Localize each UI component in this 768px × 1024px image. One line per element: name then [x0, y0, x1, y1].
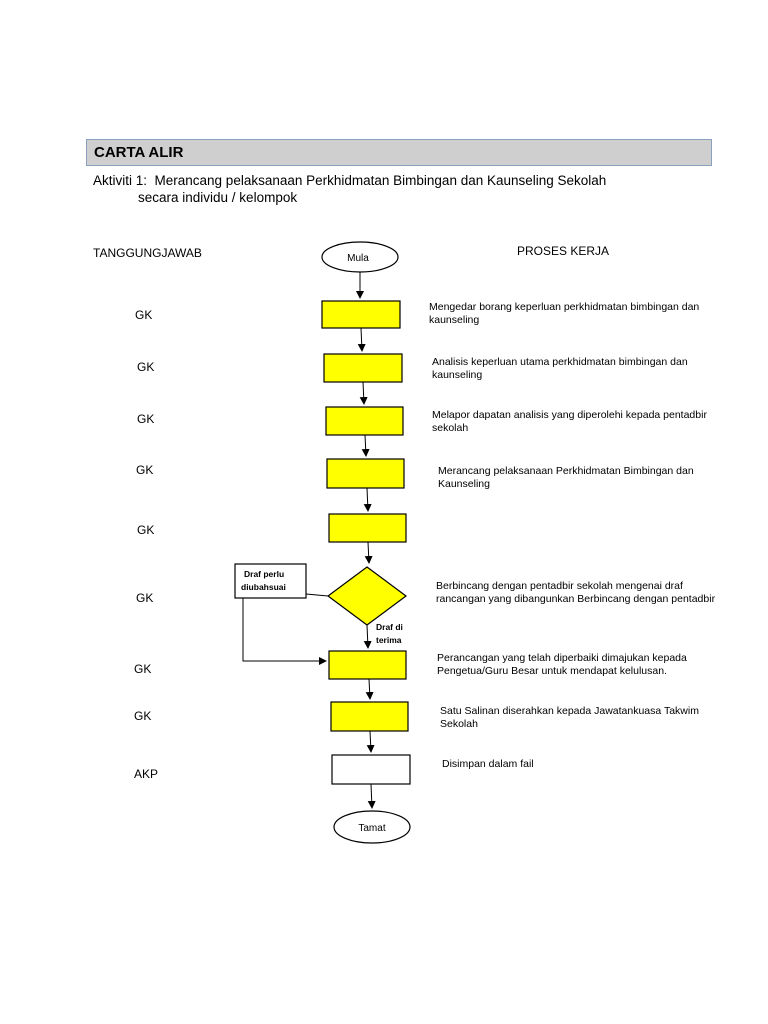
- connector-arrow: [363, 382, 364, 404]
- connector-arrow: [367, 488, 368, 511]
- process-box-7: [331, 702, 408, 731]
- column-header-process: PROSES KERJA: [517, 244, 610, 258]
- connector-arrow: [371, 784, 372, 808]
- decision-diamond: [328, 567, 406, 625]
- process-box-4: [327, 459, 404, 488]
- step-description-2: Analisis keperluan utama perkhidmatan bimbingan dan kaunseling: [432, 356, 688, 381]
- decision-yes-line-1: Draf di: [376, 622, 403, 632]
- connector-arrow: [368, 542, 369, 563]
- process-box-5: [329, 514, 406, 542]
- connector-arrow: [361, 328, 362, 351]
- process-box-2: [324, 354, 402, 382]
- step-description-1: Mengedar borang keperluan perkhidmatan bimbingan dan kaunseling: [429, 301, 700, 326]
- revision-label-line-1: Draf perlu: [244, 569, 285, 579]
- step-description-3: Melapor dapatan analisis yang diperolehi kepada pentadbir sekolah: [432, 409, 707, 434]
- role-label-4: GK: [136, 463, 154, 477]
- step-description-8: Satu Salinan diserahkan kepada Jawatankuasa Takwim Sekolah: [440, 705, 699, 730]
- decision-yes-line-2: terima: [376, 635, 402, 645]
- step-description-6: Berbincang dengan pentadbir sekolah mengenai draf rancangan yang dibangunkan Berbincang dengan pentadbir: [436, 580, 716, 605]
- process-box-3: [326, 407, 403, 435]
- step-description-4: Merancang pelaksanaan Perkhidmatan Bimbingan dan Kaunseling: [438, 465, 694, 490]
- connector-arrow: [370, 731, 371, 752]
- role-label-6: GK: [136, 591, 154, 605]
- role-label-7: GK: [134, 662, 152, 676]
- role-label-8: GK: [134, 709, 152, 723]
- page-title: CARTA ALIR: [94, 144, 184, 161]
- step-description-7: Perancangan yang telah diperbaiki dimajukan kepada Pengetua/Guru Besar untuk mendapat kelulusan.: [437, 652, 687, 677]
- connector-line: [306, 594, 328, 596]
- process-box-6: [329, 651, 406, 679]
- activity-line-2: secara individu / kelompok: [93, 190, 298, 205]
- step-description-9: Disimpan dalam fail: [442, 758, 534, 770]
- column-header-responsibility: TANGGUNGJAWAB: [93, 246, 202, 260]
- role-label-9: AKP: [134, 767, 159, 781]
- process-box-1: [322, 301, 400, 328]
- connector-arrow: [369, 679, 370, 699]
- decision-yes-label: [376, 622, 405, 645]
- start-label: Mula: [347, 253, 369, 264]
- connector-arrow: [367, 625, 368, 648]
- role-label-3: GK: [137, 412, 155, 426]
- role-label-5: GK: [137, 523, 155, 537]
- process-box-8: [332, 755, 410, 784]
- activity-line-1: Aktiviti 1: Merancang pelaksanaan Perkhidmatan Bimbingan dan Kaunseling Sekolah: [93, 173, 607, 188]
- role-label-1: GK: [135, 308, 153, 322]
- connector-line: [243, 598, 326, 661]
- role-label-2: GK: [137, 360, 155, 374]
- revision-label-line-2: diubahsuai: [241, 582, 286, 592]
- end-label: Tamat: [358, 823, 386, 834]
- connector-arrow: [365, 435, 366, 456]
